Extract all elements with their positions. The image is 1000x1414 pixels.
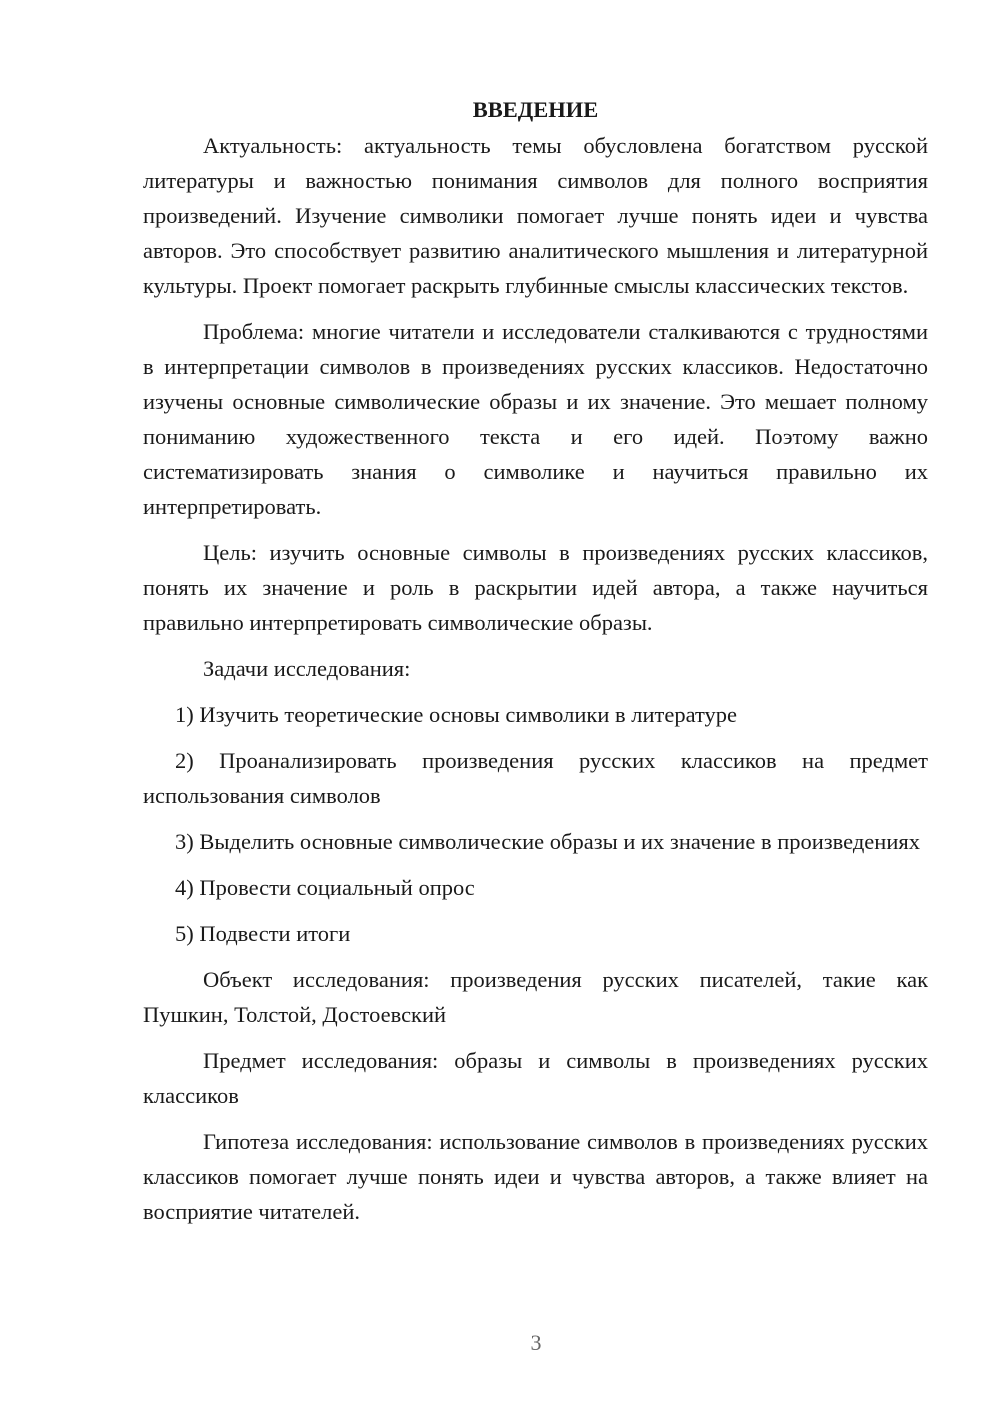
page-number: 3: [530, 1330, 542, 1355]
task-item-3: 3) Выделить основные символические образы и их значение в произведениях: [175, 829, 920, 854]
paragraph-subject: Предмет исследования: образы и символы в произведениях русских классиков: [143, 1048, 928, 1108]
tasks-heading: Задачи исследования:: [203, 656, 411, 681]
paragraph-hypothesis: Гипотеза исследования: использование символов в произведениях русских классиков помогает лучше понять идеи и чувства авторов, а также влияет на восприятие читателей.: [143, 1129, 928, 1224]
section-title: ВВЕДЕНИЕ: [472, 97, 599, 122]
paragraph-goal: Цель: изучить основные символы в произведениях русских классиков, понять их значение и роль в раскрытии идей автора, а также научиться правильно интерпретировать символические образы.: [143, 540, 928, 635]
document-page: [143, 92, 928, 1240]
task-item-2: 2) Проанализировать произведения русских классиков на предмет использования символов: [143, 748, 928, 808]
task-item-5: 5) Подвести итоги: [175, 921, 351, 946]
paragraph-problem: Проблема: многие читатели и исследователи сталкиваются с трудностями в интерпретации символов в произведениях русских классиков. Недостаточно изучены основные символические образы и их значение. Это мешает полному пониманию художественного текста и его идей. Поэтому важно систематизировать знания о символике и научиться правильно их интерпретировать.: [143, 319, 928, 519]
task-item-4: 4) Провести социальный опрос: [175, 875, 475, 900]
paragraph-object: Объект исследования: произведения русских писателей, такие как Пушкин, Толстой, Достоевский: [143, 967, 928, 1027]
task-item-1: 1) Изучить теоретические основы символики в литературе: [175, 702, 737, 727]
paragraph-relevance: Актуальность: актуальность темы обусловлена богатством русской литературы и важностью понимания символов для полного восприятия произведений. Изучение символики помогает лучше понять идеи и чувства авторов. Это способствует развитию аналитического мышления и литературной культуры. Проект помогает раскрыть глубинные смыслы классических текстов.: [143, 133, 928, 298]
